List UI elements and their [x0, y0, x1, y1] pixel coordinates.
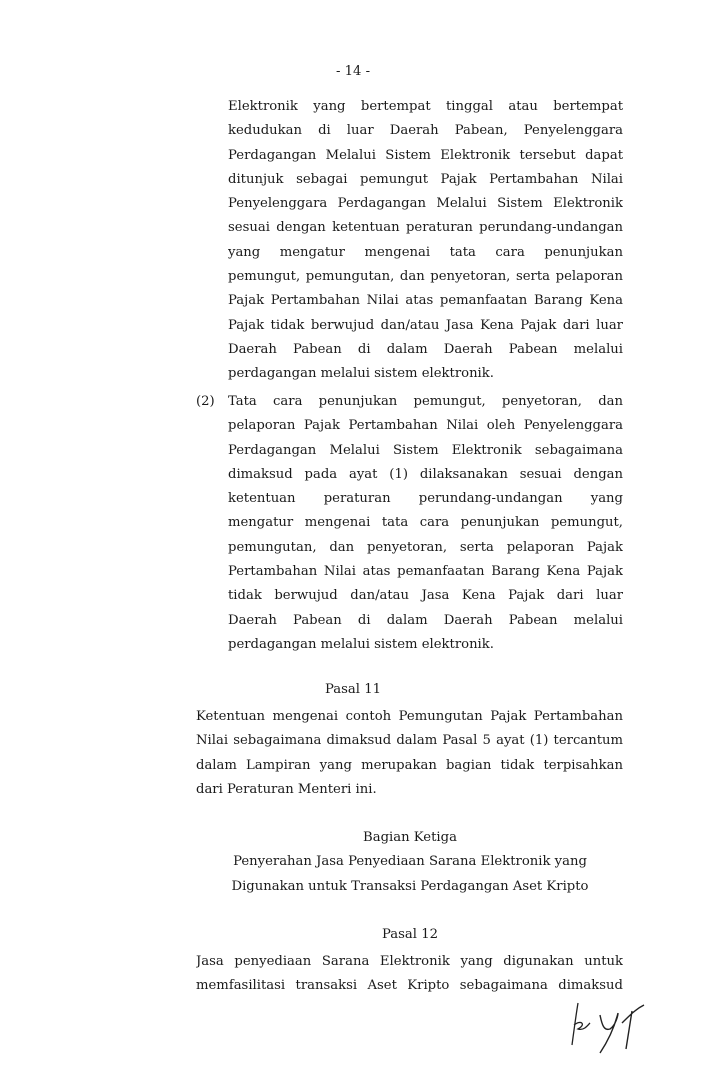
bagian-heading — [0, 826, 706, 899]
text-line: pemungutan, dan penyetoran, serta pelaporan Pajak — [228, 539, 623, 555]
text-line: Perdagangan Melalui Sistem Elektronik sebagaimana — [228, 442, 623, 458]
page-number: - 14 - — [335, 64, 371, 79]
text-line: kedudukan di luar Daerah Pabean, Penyelenggara — [228, 123, 623, 139]
text-line: Daerah Pabean di dalam Daerah Pabean melalui — [228, 612, 623, 628]
text-line: Tata cara penunjukan pemungut, penyetoran, dan — [228, 394, 623, 409]
text-line: perdagangan melalui sistem elektronik. — [228, 366, 494, 382]
text-line: Daerah Pabean di dalam Daerah Pabean melalui — [228, 341, 623, 357]
pasal-11-body — [196, 705, 623, 802]
pasal-11-heading — [0, 678, 706, 702]
pasal-12-body — [196, 950, 623, 999]
text-line: dalam Lampiran yang merupakan bagian tidak terpisahkan — [196, 757, 623, 773]
text-line: dari Peraturan Menteri ini. — [196, 781, 377, 797]
text-line: ketentuan peraturan perundang-undangan yang — [228, 491, 623, 507]
paragraph-number: (2) — [196, 394, 215, 409]
initials-signature — [560, 995, 660, 1055]
text-line: dimaksud pada ayat (1) dilaksanakan sesuai dengan — [228, 466, 623, 482]
heading-text: Pasal 12 — [382, 927, 438, 942]
paragraph-continuation — [228, 95, 623, 387]
text-line: Elektronik yang bertempat tinggal atau bertempat — [228, 99, 623, 114]
text-line: ditunjuk sebagai pemungut Pajak Pertambahan Nilai — [228, 171, 623, 187]
text-line: Jasa penyediaan Sarana Elektronik yang digunakan untuk — [196, 954, 623, 969]
text-line: Penyelenggara Perdagangan Melalui Sistem Elektronik — [228, 196, 623, 212]
text-line: Pertambahan Nilai atas pemanfaatan Barang Kena Pajak — [228, 564, 623, 580]
text-line: Perdagangan Melalui Sistem Elektronik tersebut dapat — [228, 147, 623, 163]
text-line: perdagangan melalui sistem elektronik. — [228, 636, 494, 652]
text-line: Pajak Pertambahan Nilai atas pemanfaatan Barang Kena — [228, 293, 623, 309]
bagian-subtitle: Digunakan untuk Transaksi Perdagangan Aset Kripto — [231, 878, 589, 894]
bagian-title: Bagian Ketiga — [363, 830, 457, 845]
text-line: memfasilitasi transaksi Aset Kripto sebagaimana dimaksud — [196, 978, 623, 994]
text-line: Nilai sebagaimana dimaksud dalam Pasal 5 ayat (1) tercantum — [196, 733, 623, 749]
text-line: Ketentuan mengenai contoh Pemungutan Pajak Pertambahan — [196, 709, 623, 724]
text-line: pelaporan Pajak Pertambahan Nilai oleh Penyelenggara — [228, 418, 623, 434]
text-line: mengatur mengenai tata cara penunjukan pemungut, — [228, 515, 623, 531]
pasal-12-heading — [0, 923, 706, 947]
heading-text: Pasal 11 — [325, 682, 381, 697]
text-line: tidak berwujud dan/atau Jasa Kena Pajak dari luar — [228, 588, 623, 604]
bagian-subtitle: Penyerahan Jasa Penyediaan Sarana Elektronik yang — [233, 854, 587, 870]
paragraph-2 — [228, 390, 623, 657]
text-line: sesuai dengan ketentuan peraturan perundang-undangan — [228, 220, 623, 236]
text-line: yang mengatur mengenai tata cara penunjukan — [228, 244, 623, 260]
text-line: pemungut, pemungutan, dan penyetoran, serta pelaporan — [228, 269, 623, 285]
text-line: Pajak tidak berwujud dan/atau Jasa Kena Pajak dari luar — [228, 317, 623, 333]
